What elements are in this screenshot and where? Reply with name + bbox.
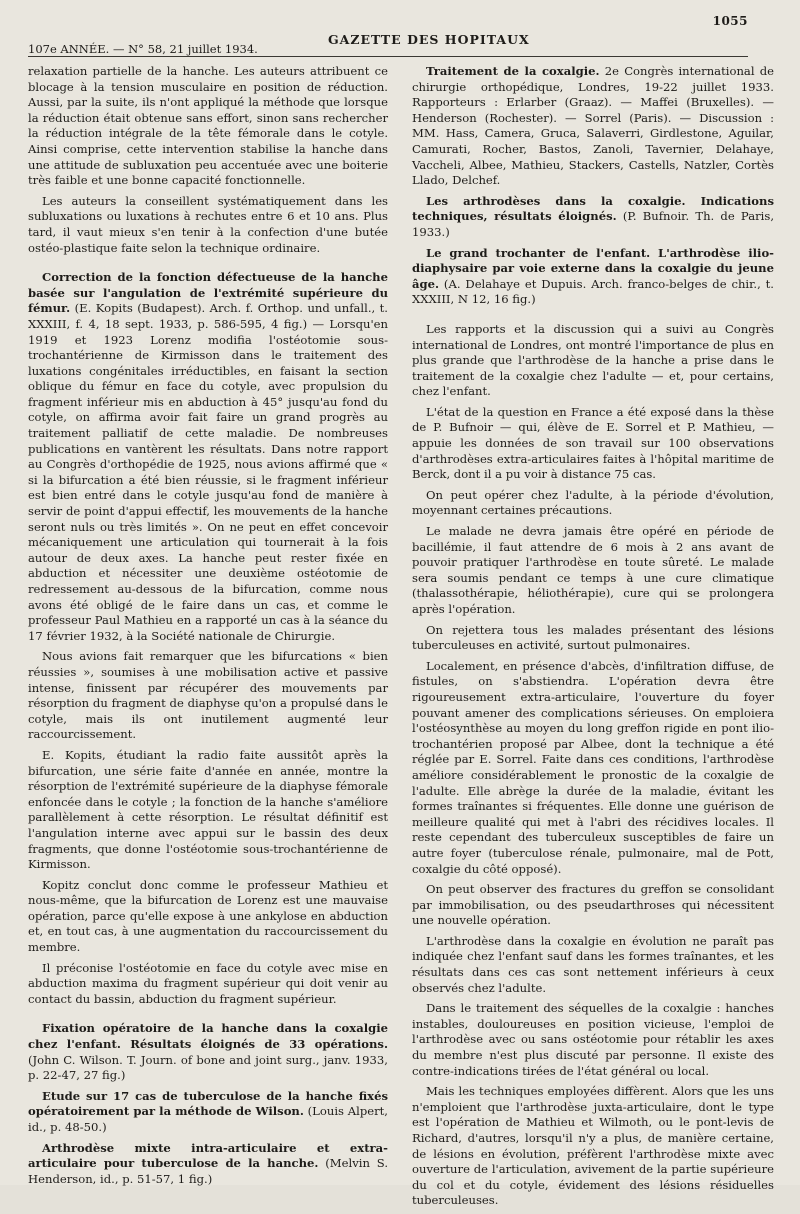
paragraph: relaxation partielle de la hanche. Les auteurs attribuent ce blocage à la tension musculaire en position de réduction. Aussi, par la suite, ils n'ont appliqué la méthode que lorsque la réduction était obtenue sans effort, sinon sans rechercher la réduction intégrale de la tête fémorale dans le cotyle. Ainsi comprise, cette intervention stabilise la hanche dans une attitude de subluxation peu accentuée avec une boiterie très faible et une bonne capacité fonctionnelle. [28, 64, 388, 188]
paragraph: Il préconise l'ostéotomie en face du cotyle avec mise en abduction maxima du fragment supérieur qui doit venir au contact du bassin, abduction du fragment supérieur. [28, 960, 388, 1006]
paragraph: Nous avions fait remarquer que les bifurcations « bien réussies », soumises à une mobilisation active et passive intense, finissent par récupérer des mouvements par résorption du fragment de diaphyse qu'on a propulsé dans le cotyle, mais ils ont inutilement augmenté leur raccourcissement. [28, 649, 388, 742]
reference-entry [28, 1141, 388, 1188]
reference-source: (John C. Wilson. T. Journ. of bone and joint surg., janv. 1933, p. 22-47, 27 fig.) [28, 1052, 388, 1083]
reference-title: Les arthrodèses dans la coxalgie. Indications techniques, résultats éloignés. [412, 193, 774, 224]
paragraph: L'état de la question en France a été exposé dans la thèse de P. Bufnoir — qui, élève de E. Sorrel et P. Mathieu, — appuie les données de son travail sur 100 observations d'arthrodèses extra-articulaires faites à l'hôpital maritime de Berck, dont il a pu voir à distance 75 cas. [412, 404, 774, 482]
paragraph: Mais les techniques employées diffèrent. Alors que les uns n'emploient que l'arthrodèse juxta-articulaire, dont le type est l'opération de Mathieu et Wilmoth, ou le pont-levis de Richard, d'autres, lorsqu'il n'y a plus, de manière certaine, de lésions en évolution, préfèrent l'arthrodèse mixte avec ouverture de l'articulation, avivement de la partie supérieure du col et du cotyle, évidement des lésions résiduelles tuberculeuses. [412, 1084, 774, 1208]
reference-source: (Louis Alpert, id., p. 48-50.) [28, 1104, 388, 1134]
page-number: 1055 [712, 14, 748, 28]
reference-source: (P. Bufnoir. Th. de Paris, 1933.) [412, 209, 775, 239]
journal-title: GAZETTE DES HOPITAUX [328, 32, 530, 47]
reference-entry [412, 246, 774, 308]
reference-source: (Melvin S. Henderson, id., p. 51-57, 1 fig.) [28, 1156, 389, 1186]
reference-title: Traitement de la coxalgie. [426, 64, 600, 78]
paragraph: Les auteurs la conseillent systématiquement dans les subluxations ou luxations à rechutes entre 6 et 10 ans. Plus tard, il vaut mieux s'en tenir à la confection d'une butée ostéo-plastique faite selon la technique ordinaire. [28, 193, 388, 255]
article-title: Correction de la fonction défectueuse de la hanche basée sur l'angulation de l'extrémité supérieure du fémur. [28, 270, 388, 316]
reference-source: 2e Congrès international de chirurgie orthopédique, Londres, 19-22 juillet 1933. Rapporteurs : Erlarber (Graaz). — Maffei (Bruxelles). — Henderson (Rochester). — Sorrel (Paris). — Discussion : MM. Hass, Camera, Gruca, Salaverri, Girdlestone, Aguilar, Camurati, Rocher, Bastos, Zanoli, Tavernier, Delahaye, Vaccheli, Albee, Mathieu, Stackers, Castells, Natzler, Cortès Llado, Delchef. [412, 64, 775, 188]
right-column [412, 64, 774, 1214]
reference-title: Le grand trochanter de l'enfant. L'arthrodèse ilio-diaphysaire par voie externe dans la coxalgie du jeune âge. [412, 245, 774, 291]
reference-title: Fixation opératoire de la hanche dans la coxalgie chez l'enfant. Résultats éloignés de 33 opérations. [28, 1021, 388, 1052]
paragraph: On rejettera tous les malades présentant des lésions tuberculeuses en activité, surtout pulmonaires. [412, 622, 774, 653]
paragraph: Les rapports et la discussion qui a suivi au Congrès international de Londres, ont montré l'importance de plus en plus grande que l'arthrodèse de la hanche a prise dans le traitement de la coxalgie chez l'adulte — et, pour certains, chez l'enfant. [412, 321, 774, 399]
issue-line: 107e ANNÉE. — N° 58, 21 juillet 1934. [28, 42, 258, 56]
running-header [28, 30, 748, 57]
paragraph: On peut observer des fractures du greffon se consolidant par immobilisation, ou des pseudarthroses qui nécessitent une nouvelle opération. [412, 882, 774, 928]
paragraph: Kopitz conclut donc comme le professeur Mathieu et nous-même, que la bifurcation de Lorenz est une mauvaise opération, parce qu'elle expose à une ankylose en abduction et, en tout cas, à une augmentation du raccourcissement du membre. [28, 877, 388, 955]
paragraph: Localement, en présence d'abcès, d'infiltration diffuse, de fistules, on s'abstiendra. L'opération devra être rigoureusement extra-articulaire, l'ouverture du foyer pouvant amener des complications sérieuses. On emploiera l'ostéosynthèse au moyen du long greffon rigide en pont ilio-trochantérien proposé par Albee, dont la technique a été réglée par E. Sorrel. Faite dans ces conditions, l'arthrodèse améliore considérablement le pronostic de la coxalgie de l'adulte. Elle abrège la durée de la maladie, évitant les formes traînantes si fréquentes. Elle donne une guérison de meilleure qualité qui met à l'abri des récidives locales. Il reste cependant des tuberculeux susceptibles de faire un autre foyer (tuberculose rénale, pulmonaire, mal de Pott, coxalgie du côté opposé). [412, 658, 774, 876]
reference-entry [28, 1089, 388, 1136]
reference-entry [28, 1021, 388, 1083]
paragraph: E. Kopits, étudiant la radio faite aussitôt après la bifurcation, une série faite d'année en année, montre la résorption de l'extrémité supérieure de la diaphyse fémorale enfoncée dans le cotyle ; la fonction de la hanche s'améliore parallèlement à cette résorption. Le résultat définitif est l'angulation interne avec appui sur le bassin des deux fragments, que donne l'ostéotomie sous-trochantérienne de Kirmisson. [28, 747, 388, 872]
paragraph: L'arthrodèse dans la coxalgie en évolution ne paraît pas indiquée chez l'enfant sauf dans les formes traînantes, et les résultats dans ces cas sont nettement inférieurs à ceux observés chez l'adulte. [412, 933, 774, 995]
left-column [28, 64, 388, 1192]
paragraph: Le malade ne devra jamais être opéré en période de bacillémie, il faut attendre de 6 mois à 2 ans avant de pouvoir pratiquer l'arthrodèse en toute sûreté. Le malade sera soumis pendant ce temps à une cure climatique (thalassothérapie, héliothérapie), cure qui se prolongera après l'opération. [412, 524, 774, 616]
paragraph: On peut opérer chez l'adulte, à la période d'évolution, moyennant certaines précautions. [412, 487, 774, 518]
article-source: (E. Kopits (Budapest). Arch. f. Orthop. und unfall., t. XXXIII, f. 4, 18 sept. 1933, p. 586-595, 4 fig.) — [28, 301, 388, 331]
reference-title: Etude sur 17 cas de tuberculose de la hanche fixés opératoirement par la méthode de Wilson. [28, 1088, 388, 1119]
paragraph: Dans le traitement des séquelles de la coxalgie : hanches instables, douloureuses en position vicieuse, l'emploi de l'arthrodèse avec ou sans ostéotomie pour rétablir les axes du membre n'est plus discuté par personne. Il existe des contre-indications tirées de l'état général ou local. [412, 1001, 774, 1078]
reference-entry [412, 194, 774, 241]
reference-entry [412, 64, 774, 189]
reference-source: (A. Delahaye et Dupuis. Arch. franco-belges de chir., t. XXXIII, N 12, 16 fig.) [412, 276, 774, 307]
article-body: Lorsqu'en 1919 et 1923 Lorenz modifia l'ostéotomie sous-trochantérienne de Kirmisson dans le traitement des luxations congénitales irréductibles, en faisant la section oblique du fémur en face du cotyle, avec propulsion du fragment inférieur mis en abduction à 45° jusqu'au fond du cotyle, on affirma avoir fait faire un grand progrès au traitement palliatif de cette maladie. De nombreuses publications en vantèrent les résultats. Dans notre rapport au Congrès d'orthopédie de 1925, nous avions affirmé que « si la bifurcation a été bien réussie, si le fragment inférieur est bien entré dans le cotyle jusqu'au fond de manière à servir de point d'appui effectif, les mouvements de la hanche seront nuls ou très limités ». On ne peut en effet concevoir mécaniquement une articulation qui tournerait à la fois autour de deux axes. La hanche peut rester fixée en abduction et nécessiter une deuxième ostéotomie de redressement au-dessous de la bifurcation, comme nous avons été obligé de le faire dans un cas, et comme le professeur Paul Mathieu en a rapporté un cas à la séance du 17 février 1932, à la Société nationale de Chirurgie. [28, 316, 388, 643]
reference-title: Arthrodèse mixte intra-articulaire et extra-articulaire pour tuberculose de la hanche. [28, 1140, 388, 1171]
article-entry [28, 270, 388, 644]
